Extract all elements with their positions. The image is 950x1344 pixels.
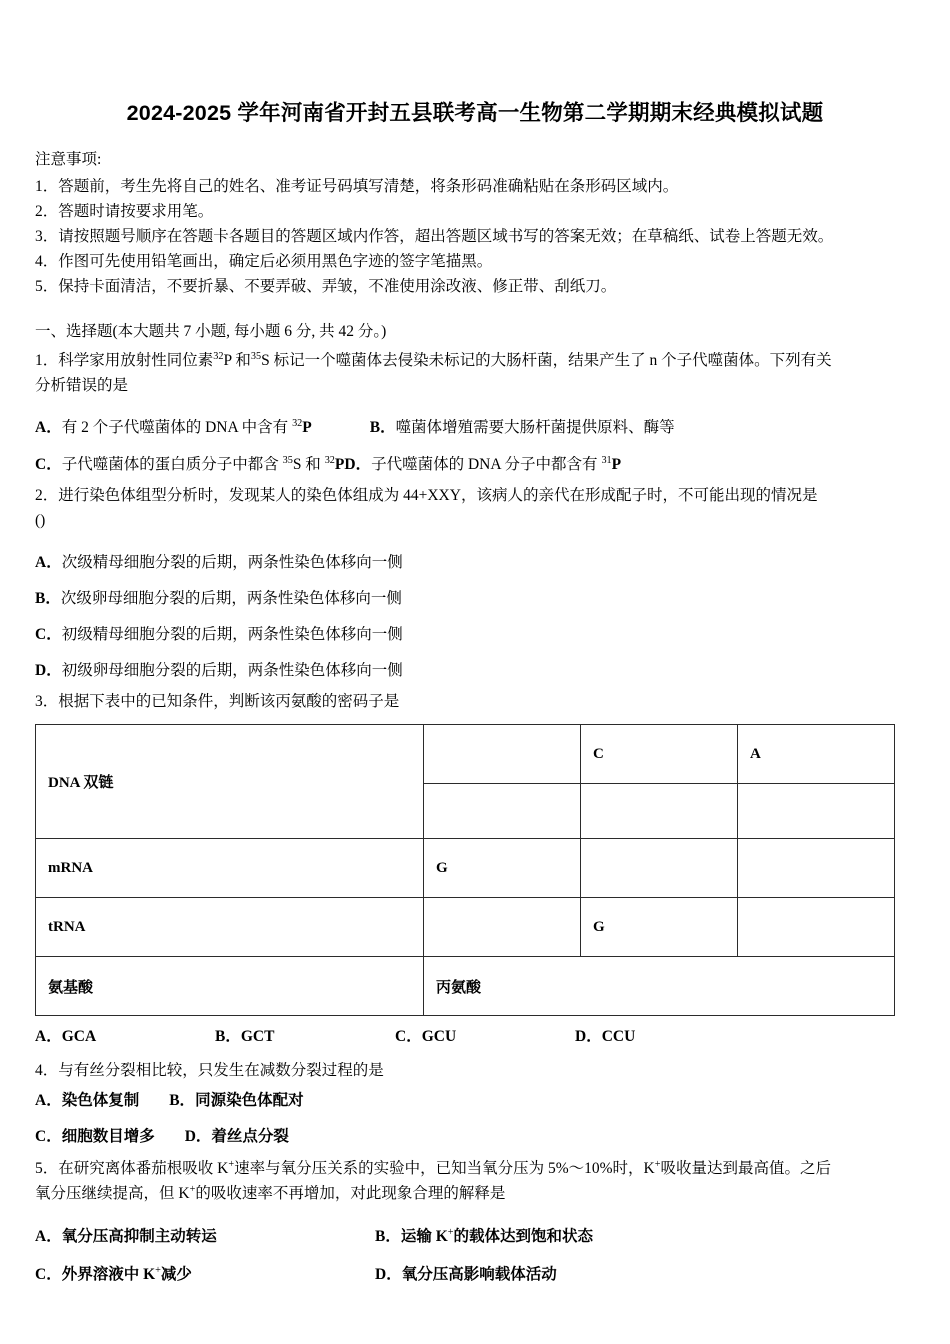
q4-option-b[interactable] <box>169 1088 303 1113</box>
table-cell-dna2-c2 <box>581 784 738 839</box>
q3-option-b-text: GCT <box>240 1028 275 1046</box>
notice-item: 2．答题时请按要求用笔。 <box>35 203 214 220</box>
notice-heading: 注意事项: <box>35 150 102 168</box>
q5-superscript-plus-3: + <box>189 1183 196 1195</box>
table-cell-dna1-c1 <box>424 725 581 784</box>
q2-option-b-text: 次级卵母细胞分裂的后期，两条性染色体移向一侧 <box>60 590 402 607</box>
q3-option-b-label: B． <box>215 1028 241 1046</box>
q2-option-b-label: B． <box>35 590 61 607</box>
q4-option-d-label: D． <box>184 1128 212 1146</box>
table-cell-mrna-c3 <box>738 839 895 898</box>
q4-option-c-label: C． <box>35 1128 62 1146</box>
q3-option-a-label: A． <box>35 1028 62 1046</box>
table-cell-trna-c3 <box>738 898 895 957</box>
q5-option-d-label: D． <box>375 1265 402 1283</box>
q4-option-a[interactable] <box>35 1088 139 1113</box>
table-cell-trna-c1 <box>424 898 581 957</box>
question-4 <box>35 1058 915 1155</box>
question-1-stem <box>35 348 915 373</box>
q4-option-a-label: A． <box>35 1092 62 1110</box>
table-cell-dna1-c2: C <box>581 725 738 784</box>
q1-stem-part-c: S 标记一个噬菌体去侵染未标记的大肠杆菌，结果产生了 n 个子代噬菌体。下列有关 <box>261 352 832 370</box>
q5-option-a[interactable] <box>35 1224 375 1249</box>
question-3-stem: 3．根据下表中的已知条件，判断该丙氨酸的密码子是 <box>35 693 400 711</box>
q1-option-c-superscript-35: 35 <box>282 454 293 466</box>
q5-option-b[interactable] <box>375 1224 593 1249</box>
q1-option-b[interactable] <box>370 415 675 440</box>
question-3-options <box>35 1022 915 1058</box>
q2-option-c-label: C． <box>35 626 62 644</box>
table-cell-dna1-c3: A <box>738 725 895 784</box>
question-4-options-cd <box>35 1119 915 1155</box>
q5-option-c-label: C． <box>35 1265 62 1283</box>
q1-option-a-label: A． <box>35 419 62 437</box>
q1-option-d-text1: 子代噬菌体的 DNA 分子中都含有 <box>371 455 602 473</box>
q1-option-d[interactable] <box>344 452 621 477</box>
q5-stem-line2-part-b: 的吸收速率不再增加，对此现象合理的解释是 <box>195 1184 506 1202</box>
q5-superscript-plus-1: + <box>228 1158 235 1170</box>
q5-stem-part-c: 吸收量达到最高值。之后 <box>660 1159 832 1177</box>
notice-item: 4．作图可先使用铅笔画出，确定后必须用黑色字迹的签字笔描黑。 <box>35 253 493 271</box>
notice-item: 3．请按照题号顺序在答题卡各题目的答题区域内作答，超出答题区域书写的答案无效；在草稿纸、试卷上答题无效。 <box>35 228 834 246</box>
question-5-stem <box>35 1156 915 1181</box>
question-5 <box>35 1156 915 1294</box>
q1-option-d-superscript: 31 <box>601 454 612 466</box>
q2-option-c-text: 初级精母细胞分裂的后期，两条性染色体移向一侧 <box>61 626 403 644</box>
q1-superscript-35: 35 <box>250 351 262 363</box>
question-4-stem: 4．与有丝分裂相比较，只发生在减数分裂过程的是 <box>35 1062 384 1080</box>
question-5-stem-line2 <box>35 1181 915 1206</box>
q1-option-a[interactable] <box>35 415 312 440</box>
q5-option-a-text: 氧分压高抑制主动转运 <box>61 1227 217 1245</box>
q2-option-d[interactable] <box>35 653 915 689</box>
q1-option-b-text: 噬菌体增殖需要大肠杆菌提供原料、酶等 <box>395 419 675 437</box>
section-heading-multiple-choice: 一、选择题(本大题共 7 小题, 每小题 6 分, 共 42 分。) <box>35 323 387 341</box>
q1-stem-part-a: 科学家用放射性同位素 <box>58 352 214 370</box>
q5-option-c-text1: 外界溶液中 K <box>61 1265 156 1283</box>
table-cell-amino-label: 氨基酸 <box>36 957 424 1016</box>
q1-option-d-label: D． <box>344 455 372 473</box>
question-2-stem: 2．进行染色体组型分析时，发现某人的染色体组成为 44+XXY，该病人的亲代在形成配子时，不可能出现的情况是 <box>35 486 818 504</box>
question-2 <box>35 483 915 690</box>
question-2-stem-line2: () <box>35 511 46 529</box>
table-cell-dna2-c3 <box>738 784 895 839</box>
q1-option-c-text2: S 和 <box>292 455 325 473</box>
table-cell-trna-c2: G <box>581 898 738 957</box>
codon-table <box>35 724 895 1016</box>
table-cell-trna-label: tRNA <box>36 898 424 957</box>
q2-option-a-text: 次级精母细胞分裂的后期，两条性染色体移向一侧 <box>61 553 403 571</box>
q5-option-b-superscript: + <box>447 1226 454 1238</box>
q2-option-a-label: A． <box>35 553 62 571</box>
q5-option-d-text: 氧分压高影响载体活动 <box>401 1265 557 1283</box>
q5-option-c-superscript: + <box>155 1264 161 1276</box>
q2-option-d-label: D． <box>35 662 62 680</box>
q3-option-b[interactable] <box>215 1025 395 1050</box>
q2-option-c[interactable] <box>35 617 915 653</box>
q5-option-b-text1: 运输 K <box>400 1227 448 1245</box>
notice-section <box>35 148 915 300</box>
table-cell-mrna-c2 <box>581 839 738 898</box>
q1-superscript-32: 32 <box>213 351 224 363</box>
q2-option-b[interactable] <box>35 581 915 617</box>
q5-option-d[interactable] <box>375 1262 557 1287</box>
q4-option-b-label: B． <box>169 1092 196 1110</box>
question-3 <box>35 689 915 1058</box>
table-cell-mrna-c1: G <box>424 839 581 898</box>
q1-option-c[interactable] <box>35 452 344 477</box>
table-row-amino-acid <box>36 957 895 1016</box>
q3-option-d-text: CCU <box>601 1028 636 1046</box>
q5-stem-line2-part-a: 氧分压继续提高，但 K <box>35 1184 190 1202</box>
q1-option-c-text3: P <box>334 455 345 473</box>
q1-number: 1． <box>35 352 59 370</box>
page-title: 2024-2025 学年河南省开封五县联考高一生物第二学期期末经典模拟试题 <box>126 101 824 125</box>
table-row-trna <box>36 898 895 957</box>
q5-option-c-text2: 减少 <box>160 1265 192 1283</box>
q3-option-a-text: GCA <box>61 1028 97 1046</box>
q1-option-c-label: C． <box>35 455 62 473</box>
q3-option-c-text: GCU <box>421 1028 457 1046</box>
question-5-options-ab <box>35 1218 915 1256</box>
q4-option-d[interactable] <box>185 1124 289 1149</box>
question-1-options-ab <box>35 410 915 446</box>
q1-stem-part-b: P 和 <box>223 352 251 370</box>
question-4-options-ab <box>35 1083 915 1119</box>
q5-superscript-plus-2: + <box>654 1158 661 1170</box>
q1-option-a-superscript: 32 <box>292 418 303 430</box>
q1-option-b-label: B． <box>369 419 396 437</box>
table-cell-dna2-c1 <box>424 784 581 839</box>
q3-option-c[interactable] <box>395 1025 575 1050</box>
q4-option-c-text: 细胞数目增多 <box>61 1128 155 1146</box>
q4-option-c[interactable] <box>35 1124 155 1149</box>
table-row-mrna <box>36 839 895 898</box>
notice-item: 5．保持卡面清洁，不要折暴、不要弄破、弄皱，不准使用涂改液、修正带、刮纸刀。 <box>35 278 617 296</box>
question-1 <box>35 348 915 482</box>
q4-option-d-text: 着丝点分裂 <box>211 1128 289 1146</box>
table-row-dna-1 <box>36 725 895 784</box>
q3-option-c-label: C． <box>395 1028 422 1046</box>
q3-option-d-label: D． <box>575 1028 602 1046</box>
q5-stem-part-b: 速率与氧分压关系的实验中，已知当氧分压为 5%～10%时，K <box>234 1159 655 1177</box>
q2-option-a[interactable] <box>35 545 915 581</box>
question-5-options-cd <box>35 1256 915 1294</box>
q5-option-a-label: A． <box>35 1227 62 1245</box>
q2-option-d-text: 初级卵母细胞分裂的后期，两条性染色体移向一侧 <box>61 662 403 680</box>
q5-option-b-label: B． <box>375 1227 401 1245</box>
q5-stem-part-a: 5．在研究离体番茄根吸收 K <box>35 1159 229 1177</box>
q1-option-a-text1: 有 2 个子代噬菌体的 DNA 中含有 <box>61 419 293 437</box>
table-cell-dna-label: DNA 双链 <box>36 725 424 839</box>
q4-option-b-text: 同源染色体配对 <box>195 1092 304 1110</box>
table-cell-mrna-label: mRNA <box>36 839 424 898</box>
q5-option-c[interactable] <box>35 1262 375 1287</box>
q1-option-c-text1: 子代噬菌体的蛋白质分子中都含 <box>61 455 283 473</box>
q3-option-a[interactable] <box>35 1025 215 1050</box>
question-1-options-cd <box>35 447 915 483</box>
q1-option-d-text2: P <box>611 455 622 473</box>
notice-item: 1．答题前，考生先将自己的姓名、准考证号码填写清楚，将条形码准确粘贴在条形码区域内。 <box>35 177 679 195</box>
q1-option-a-text2: P <box>302 419 312 437</box>
q5-option-b-text2: 的载体达到饱和状态 <box>453 1227 594 1245</box>
q1-option-c-superscript-32: 32 <box>324 454 335 466</box>
q4-option-a-text: 染色体复制 <box>61 1092 140 1110</box>
question-1-stem-line2: 分析错误的是 <box>35 377 129 395</box>
q3-option-d[interactable] <box>575 1025 755 1050</box>
table-cell-amino-value: 丙氨酸 <box>424 957 895 1016</box>
